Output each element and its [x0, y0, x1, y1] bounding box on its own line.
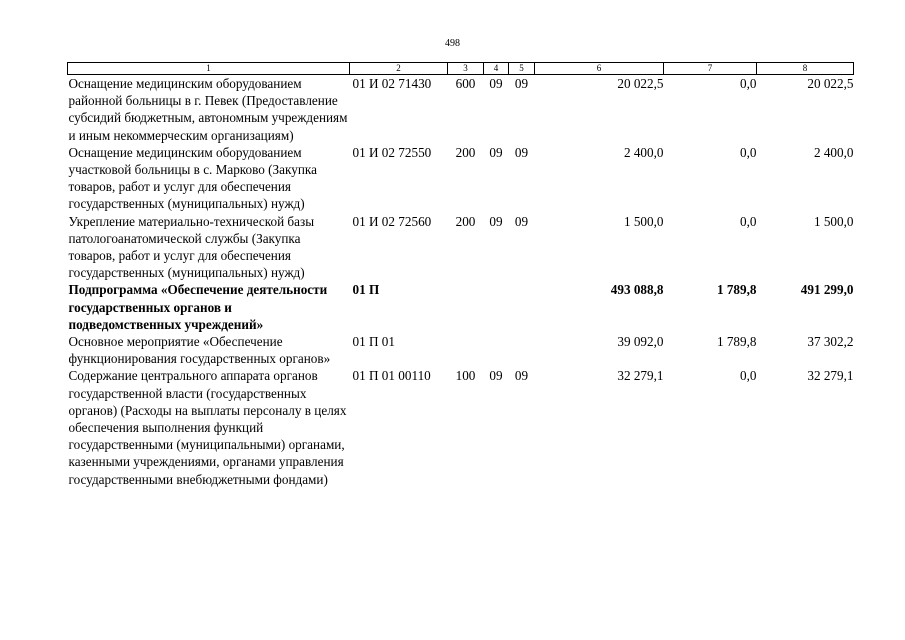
row-col7: 1 789,8 — [716, 334, 757, 350]
column-header-5: 5 — [509, 63, 535, 75]
row-section — [484, 281, 509, 333]
row-subsection — [509, 281, 535, 333]
row-col8: 1 500,0 — [813, 213, 854, 229]
row-section: 09 — [489, 76, 503, 91]
row-code: 01 И 02 72550 — [352, 144, 432, 160]
row-col8: 32 279,1 — [807, 368, 854, 384]
row-subsection: 09 — [514, 76, 529, 91]
row-code: 01 П 01 — [352, 334, 395, 350]
row-col8: 2 400,0 — [813, 144, 854, 160]
row-code: 01 И 02 72560 — [352, 213, 432, 229]
column-header-1: 1 — [68, 63, 350, 75]
column-header-8: 8 — [757, 63, 854, 75]
column-header-6: 6 — [535, 63, 664, 75]
row-subsection: 09 — [514, 368, 529, 384]
row-total: 493 088,8 — [610, 282, 664, 298]
column-header-7: 7 — [664, 63, 757, 75]
row-code: 01 П — [352, 282, 380, 298]
row-total: 20 022,5 — [617, 76, 664, 91]
row-col7: 0,0 — [740, 76, 757, 91]
row-section: 09 — [489, 213, 503, 229]
row-expense-type: 200 — [455, 144, 476, 160]
row-col8: 37 302,2 — [807, 334, 854, 350]
row-code: 01 П 01 00110 — [352, 368, 431, 384]
row-section — [484, 333, 509, 367]
row-expense-type: 200 — [455, 213, 476, 229]
column-header-4: 4 — [484, 63, 509, 75]
table-row — [68, 281, 854, 333]
row-col7: 1 789,8 — [716, 282, 757, 298]
table-row — [68, 75, 854, 144]
row-name: Укрепление материально-технической базы патологоанатомической службы (Закупка товаров, работ и услуг для обеспечения государственных (муниципальных) нужд) — [68, 213, 315, 281]
row-section: 09 — [489, 368, 503, 384]
column-header-2: 2 — [350, 63, 448, 75]
row-subsection: 09 — [514, 213, 529, 229]
row-name: Содержание центрального аппарата органов государственной власти (государственных органов) (Расходы на выплаты персоналу в целях обеспечения выполнения функций государственными (муниципальными) органами, казенными учреждениями, органами управления государственными внебюджетными фондами) — [68, 368, 347, 487]
column-header-3: 3 — [448, 63, 484, 75]
table-row — [68, 213, 854, 282]
row-name: Оснащение медицинским оборудованием участковой больницы в с. Марково (Закупка товаров, работ и услуг для обеспечения государственных (муниципальных) нужд) — [68, 144, 317, 212]
row-col7: 0,0 — [740, 144, 757, 160]
row-name: Подпрограмма «Обеспечение деятельности государственных органов и подведомственных учреждений» — [68, 282, 328, 332]
row-col7: 0,0 — [740, 213, 757, 229]
table-row — [68, 367, 854, 487]
row-expense-type — [448, 333, 484, 367]
table-row — [68, 333, 854, 367]
row-name: Основное мероприятие «Обеспечение функционирования государственных органов» — [68, 334, 331, 367]
row-subsection: 09 — [514, 144, 529, 160]
row-expense-type — [448, 281, 484, 333]
row-code: 01 И 02 71430 — [352, 76, 432, 91]
row-expense-type: 100 — [455, 368, 476, 384]
table-row — [68, 144, 854, 213]
row-name: Оснащение медицинским оборудованием районной больницы в г. Певек (Предоставление субсидий бюджетным, автономным учреждениям и иным некоммерческим организациям) — [68, 76, 348, 143]
row-total: 2 400,0 — [623, 144, 664, 160]
row-total: 1 500,0 — [623, 213, 664, 229]
page-number: 498 — [445, 38, 460, 49]
row-col7: 0,0 — [740, 368, 757, 384]
row-expense-type: 600 — [455, 76, 476, 91]
row-subsection — [509, 333, 535, 367]
row-col8: 491 299,0 — [800, 282, 854, 298]
header-row — [68, 63, 854, 75]
row-total: 32 279,1 — [617, 368, 664, 384]
row-section: 09 — [489, 144, 503, 160]
budget-table — [67, 62, 854, 488]
row-col8: 20 022,5 — [807, 76, 854, 91]
row-total: 39 092,0 — [617, 334, 664, 350]
